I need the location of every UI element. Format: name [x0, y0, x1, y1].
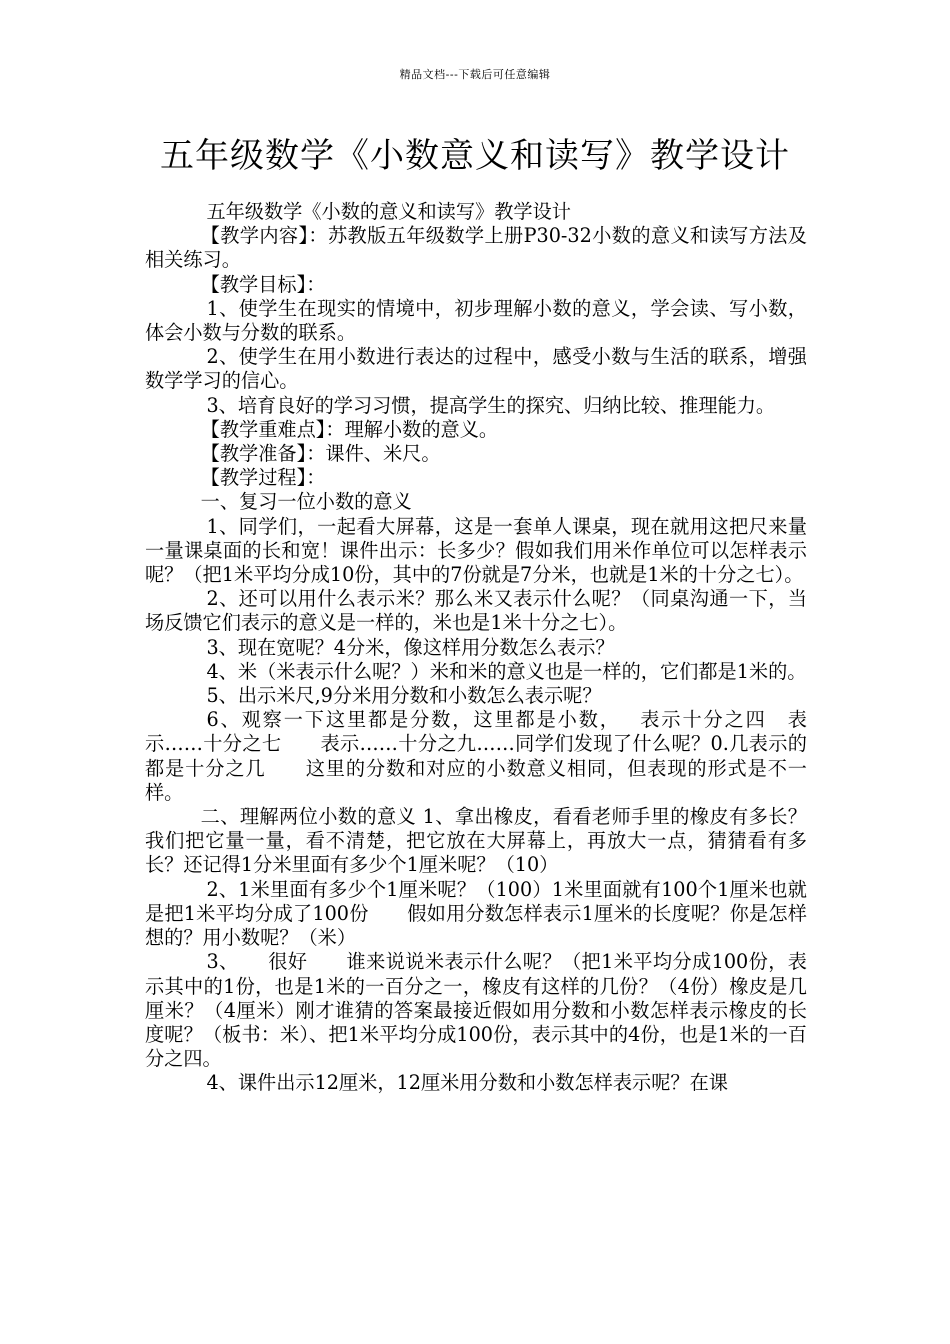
paragraph-step-2: 2、还可以用什么表示米？那么米又表示什么呢？（同桌沟通一下，当场反馈它们表示的意义是一样的，米也是1米十分之七）。: [145, 587, 807, 635]
paragraph-step-2-4: 4、课件出示12厘米，12厘米用分数和小数怎样表示呢？在课: [206, 1071, 728, 1095]
paragraph-step-6: 6、观察一下这里都是分数，这里都是小数， 表示十分之四 表示……十分之七 表示……十分之九……同学们发现了什么呢？0.几表示的都是十分之几 这里的分数和对应的小数意义相同，但表现的形式是不一样。: [145, 708, 807, 804]
paragraph-step-1: 1、同学们，一起看大屏幕，这是一套单人课桌，现在就用这把尺来量一量课桌面的长和宽！课件出示：长多少？假如我们用米作单位可以怎样表示呢？（把1米平均分成10份，其中的7份就是7分米，也就是1米的十分之七）。: [145, 514, 807, 587]
paragraph-step-3: 3、现在宽呢？4分米，像这样用分数怎么表示？: [206, 635, 615, 659]
paragraph-goals-heading: 【教学目标】：: [200, 272, 326, 296]
paragraph-goal-2: 2、使学生在用小数进行表达的过程中，感受小数与生活的联系，增强数学学习的信心。: [145, 345, 807, 393]
paragraph-subtitle: 五年级数学《小数的意义和读写》教学设计: [206, 200, 571, 223]
page-header: 精品文档---下载后可任意编辑: [399, 68, 551, 81]
paragraph-step-5: 5、出示米尺,9分米用分数和小数怎么表示呢？: [206, 684, 602, 708]
paragraph-step-2-3: 3、 很好 谁来说说米表示什么呢？（把1米平均分成100份，表示其中的1份，也是1米的一百分之一，橡皮有这样的几份？（4份）橡皮是几厘米？（4厘米）刚才谁猜的答案最接近假如用分数和小数怎样表示橡皮的长度呢？（板书：米）、把1米平均分成100份，表示其中的4份，也是1米的一百分之四。: [145, 950, 807, 1071]
paragraph-step-2-2: 2、1米里面有多少个1厘米呢？（100）1米里面就有100个1厘米也就是把1米平均分成了100份 假如用分数怎样表示1厘米的长度呢？你是怎样想的？用小数呢？（米）: [145, 877, 807, 950]
paragraph-goal-3: 3、培育良好的学习习惯，提高学生的探究、归纳比较、推理能力。: [206, 393, 776, 417]
paragraph-key-points: 【教学重难点】：理解小数的意义。: [200, 417, 499, 441]
paragraph-section-2: 二、理解两位小数的意义 1、拿出橡皮，看看老师手里的橡皮有多长？我们把它量一量，看不清楚，把它放在大屏幕上，再放大一点，猜猜看有多长？还记得1分米里面有多少个1厘米呢？（10）: [145, 805, 807, 877]
paragraph-step-4: 4、米（米表示什么呢？）米和米的意义也是一样的，它们都是1米的。: [206, 659, 807, 683]
paragraph-content: 【教学内容】：苏教版五年级数学上册P30-32小数的意义和读写方法及相关练习。: [145, 224, 807, 272]
paragraph-process-heading: 【教学过程】：: [200, 466, 326, 490]
paragraph-section-1: 一、复习一位小数的意义: [200, 490, 412, 514]
paragraph-goal-1: 1、使学生在现实的情境中，初步理解小数的意义，学会读、写小数，体会小数与分数的联系。: [145, 296, 807, 345]
document-body: [145, 200, 807, 1096]
paragraph-preparation: 【教学准备】：课件、米尺。: [200, 442, 441, 466]
document-title: 五年级数学《小数意义和读写》教学设计: [160, 136, 790, 176]
